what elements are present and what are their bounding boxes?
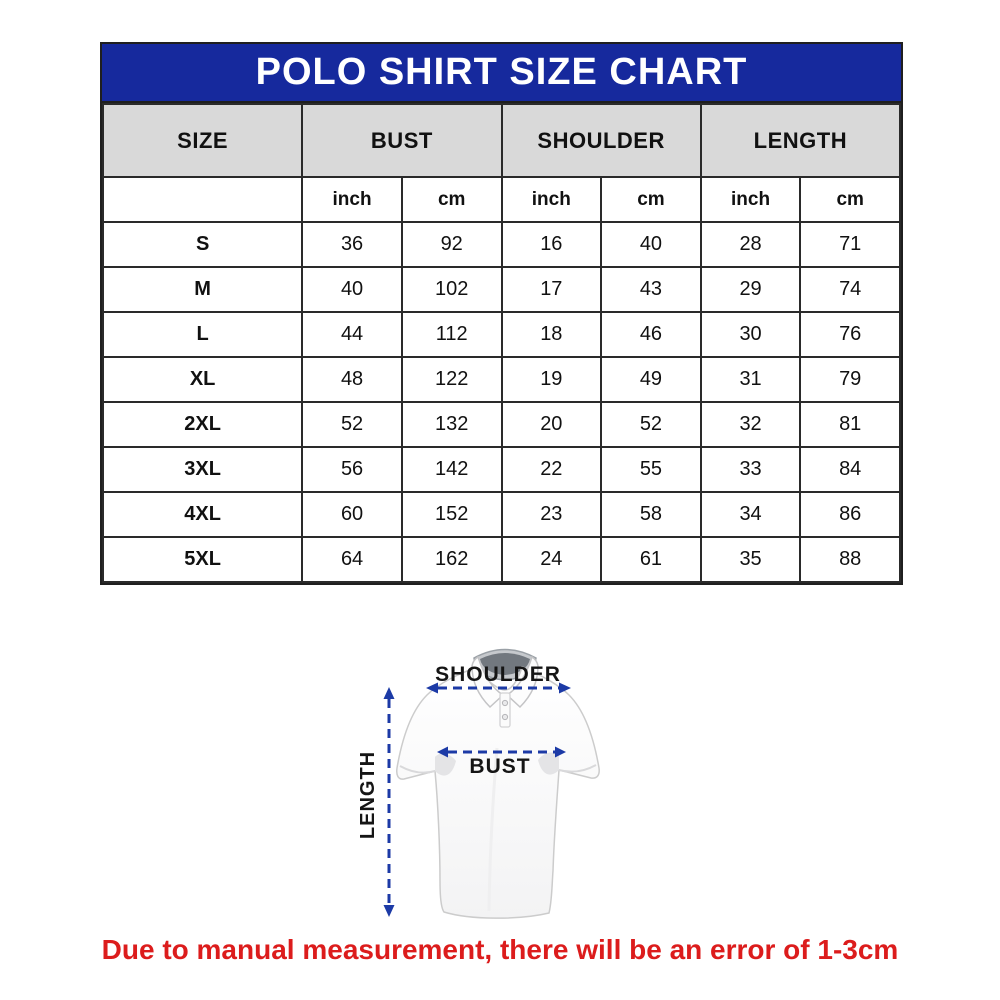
unit-header: inch: [701, 177, 801, 222]
column-header-bust: BUST: [302, 104, 501, 177]
column-header-size: SIZE: [103, 104, 302, 177]
table-row: [103, 402, 900, 447]
size-table: [102, 103, 901, 583]
measurement-cell: 44: [302, 312, 402, 357]
measurement-cell: 30: [701, 312, 801, 357]
unit-header: cm: [402, 177, 502, 222]
measurement-cell: 56: [302, 447, 402, 492]
column-header-shoulder: SHOULDER: [502, 104, 701, 177]
unit-header: inch: [302, 177, 402, 222]
unit-header: cm: [800, 177, 900, 222]
measurement-cell: 43: [601, 267, 701, 312]
measurement-cell: 48: [302, 357, 402, 402]
measurement-cell: 29: [701, 267, 801, 312]
unit-header: cm: [601, 177, 701, 222]
column-header-length: LENGTH: [701, 104, 900, 177]
size-cell: 4XL: [103, 492, 302, 537]
unit-header: inch: [502, 177, 602, 222]
measurement-cell: 76: [800, 312, 900, 357]
size-cell: S: [103, 222, 302, 267]
measurement-cell: 49: [601, 357, 701, 402]
measurement-cell: 16: [502, 222, 602, 267]
measurement-cell: 23: [502, 492, 602, 537]
polo-shirt-graphic: [397, 650, 599, 919]
measurement-cell: 92: [402, 222, 502, 267]
size-cell: 5XL: [103, 537, 302, 582]
measurement-cell: 81: [800, 402, 900, 447]
measurement-cell: 52: [302, 402, 402, 447]
unit-spacer-cell: [103, 177, 302, 222]
measurement-cell: 162: [402, 537, 502, 582]
measurement-cell: 40: [302, 267, 402, 312]
measurement-cell: 22: [502, 447, 602, 492]
measurement-cell: 88: [800, 537, 900, 582]
length-label: LENGTH: [357, 750, 379, 840]
measurement-cell: 31: [701, 357, 801, 402]
measurement-cell: 33: [701, 447, 801, 492]
table-row: [103, 312, 900, 357]
length-arrow: [384, 687, 395, 917]
table-row: [103, 222, 900, 267]
size-cell: M: [103, 267, 302, 312]
measurement-cell: 34: [701, 492, 801, 537]
measurement-cell: 24: [502, 537, 602, 582]
measurement-cell: 122: [402, 357, 502, 402]
measurement-cell: 84: [800, 447, 900, 492]
measurement-cell: 20: [502, 402, 602, 447]
size-cell: XL: [103, 357, 302, 402]
table-row: [103, 267, 900, 312]
measurement-cell: 79: [800, 357, 900, 402]
size-cell: 2XL: [103, 402, 302, 447]
measurement-cell: 60: [302, 492, 402, 537]
measurement-cell: 19: [502, 357, 602, 402]
measurement-cell: 132: [402, 402, 502, 447]
measurement-cell: 152: [402, 492, 502, 537]
measurement-cell: 58: [601, 492, 701, 537]
measurement-cell: 55: [601, 447, 701, 492]
column-header-row: [103, 104, 900, 177]
measurement-cell: 102: [402, 267, 502, 312]
measurement-cell: 64: [302, 537, 402, 582]
measurement-cell: 36: [302, 222, 402, 267]
unit-header-row: [103, 177, 900, 222]
measurement-cell: 35: [701, 537, 801, 582]
table-row: [103, 492, 900, 537]
measurement-cell: 40: [601, 222, 701, 267]
polo-shirt-diagram: [340, 633, 660, 945]
measurement-cell: 112: [402, 312, 502, 357]
measurement-cell: 52: [601, 402, 701, 447]
measurement-note: Due to manual measurement, there will be an error of 1-3cm: [101, 934, 899, 965]
size-cell: 3XL: [103, 447, 302, 492]
measurement-cell: 71: [800, 222, 900, 267]
measurement-cell: 32: [701, 402, 801, 447]
size-chart-panel: [100, 42, 903, 585]
measurement-cell: 61: [601, 537, 701, 582]
table-row: [103, 537, 900, 582]
measurement-cell: 86: [800, 492, 900, 537]
size-cell: L: [103, 312, 302, 357]
measurement-cell: 28: [701, 222, 801, 267]
bust-label: BUST: [469, 755, 531, 778]
shoulder-label: SHOULDER: [435, 663, 561, 686]
measurement-cell: 46: [601, 312, 701, 357]
chart-title: POLO SHIRT SIZE CHART: [102, 44, 901, 103]
measurement-cell: 74: [800, 267, 900, 312]
measurement-cell: 142: [402, 447, 502, 492]
table-row: [103, 357, 900, 402]
measurement-cell: 18: [502, 312, 602, 357]
table-row: [103, 447, 900, 492]
measurement-cell: 17: [502, 267, 602, 312]
